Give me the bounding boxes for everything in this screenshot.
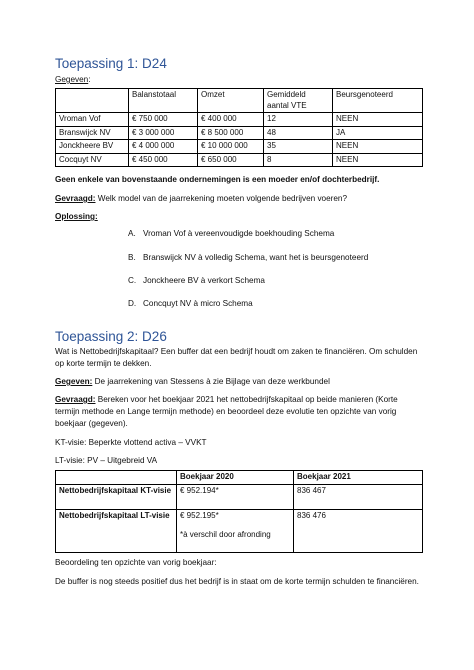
table-header-cell xyxy=(56,471,177,485)
table-row xyxy=(56,113,423,127)
section2-asked xyxy=(55,394,398,406)
conclusion: De buffer is nog steeds positief dus het bedrijf is in staat om de korte termijn schulden te financiëren. xyxy=(55,577,419,586)
cell-note: *à verschil door afronding xyxy=(180,530,271,539)
asked-label: Gevraagd: xyxy=(55,395,96,404)
asked-label: Gevraagd: xyxy=(55,194,96,203)
table-row xyxy=(56,484,423,509)
table-row xyxy=(56,509,423,552)
section1-given-label xyxy=(55,74,91,86)
section2-heading: Toepassing 2: D26 xyxy=(55,329,167,344)
table-header-cell: Omzet xyxy=(198,89,264,113)
table-header-cell: Gemiddeld aantal VTE xyxy=(264,89,333,113)
asked-text: Bereken voor het boekjaar 2021 het nettobedrijfskapitaal op beide manieren (Korte xyxy=(95,395,398,404)
table-cell: 48 xyxy=(264,126,333,140)
table-header-cell: Beursgenoteerd xyxy=(333,89,423,113)
intro-line: Wat is Nettobedrijfskapitaal? Een buffer dat een bedrijf houdt om zaken te financiëren. Om schulden xyxy=(55,347,418,356)
table-cell: € 450 000 xyxy=(129,153,198,167)
table-cell: € 10 000 000 xyxy=(198,140,264,154)
given-label: Gegeven: xyxy=(55,377,93,386)
table-header-cell: Boekjaar 2020 xyxy=(177,471,294,485)
intro-line: op korte termijn te dekken. xyxy=(55,359,152,368)
table-cell xyxy=(177,509,294,552)
table-cell: Nettobedrijfskapitaal KT-visie xyxy=(56,484,177,509)
table-header-row xyxy=(56,89,423,113)
asked-line: boekjaar (gegeven). xyxy=(55,419,128,428)
given-label-text: Gegeven xyxy=(55,75,89,84)
table-cell: 35 xyxy=(264,140,333,154)
table-cell: Nettobedrijfskapitaal LT-visie xyxy=(56,509,177,552)
section1-asked xyxy=(55,193,347,205)
assess-line: Beoordeling ten opzichte van vorig boekjaar: xyxy=(55,558,217,567)
given-text: De jaarrekening van Stessens à zie Bijlage van deze werkbundel xyxy=(92,377,330,386)
list-item: C. Jonckheere BV à verkort Schema xyxy=(128,276,265,285)
section1-heading: Toepassing 1: D24 xyxy=(55,56,167,71)
cell-value: € 952.195* xyxy=(180,510,219,520)
table-cell: € 650 000 xyxy=(198,153,264,167)
table-cell: JA xyxy=(333,126,423,140)
asked-text: Welk model van de jaarrekening moeten volgende bedrijven voeren? xyxy=(95,194,348,203)
solution-label: Oplossing: xyxy=(55,212,98,221)
table-cell: Vroman Vof xyxy=(56,113,129,127)
nbk-table xyxy=(55,470,423,553)
table-cell: NEEN xyxy=(333,153,423,167)
table-cell: NEEN xyxy=(333,140,423,154)
table-header-cell xyxy=(56,89,129,113)
kt-visie: KT-visie: Beperkte vlottend activa – VVKT xyxy=(55,438,207,447)
section2-given xyxy=(55,376,330,388)
table-header-cell: Balanstotaal xyxy=(129,89,198,113)
table-cell: 12 xyxy=(264,113,333,127)
list-item: B. Branswijck NV à volledig Schema, want het is beursgenoteerd xyxy=(128,253,369,262)
table-row xyxy=(56,153,423,167)
table-cell: Cocquyt NV xyxy=(56,153,129,167)
table-row xyxy=(56,126,423,140)
table-row xyxy=(56,140,423,154)
table-cell: 8 xyxy=(264,153,333,167)
table-header-row xyxy=(56,471,423,485)
asked-line: termijn methode en Lange termijn methode) en beoordeel deze evolutie ten opzichte van vorig xyxy=(55,407,397,416)
table-cell: NEEN xyxy=(333,113,423,127)
companies-table xyxy=(55,88,423,167)
table-cell: € 8 500 000 xyxy=(198,126,264,140)
lt-visie: LT-visie: PV – Uitgebreid VA xyxy=(55,456,158,465)
table-cell: € 750 000 xyxy=(129,113,198,127)
table-cell: € 952.194* xyxy=(177,484,294,509)
table-cell: 836 467 xyxy=(294,484,423,509)
table-cell: € 400 000 xyxy=(198,113,264,127)
list-item: D. Concquyt NV à micro Schema xyxy=(128,299,253,308)
table-header-cell: Boekjaar 2021 xyxy=(294,471,423,485)
given-suffix: : xyxy=(88,75,91,84)
list-item: A. Vroman Vof à vereenvoudigde boekhouding Schema xyxy=(128,229,335,238)
table-cell: Jonckheere BV xyxy=(56,140,129,154)
bold-note: Geen enkele van bovenstaande ondernemingen is een moeder en/of dochterbedrijf. xyxy=(55,175,380,184)
table-cell: € 3 000 000 xyxy=(129,126,198,140)
table-cell: Branswijck NV xyxy=(56,126,129,140)
table-cell: € 4 000 000 xyxy=(129,140,198,154)
table-cell: 836 476 xyxy=(294,509,423,552)
